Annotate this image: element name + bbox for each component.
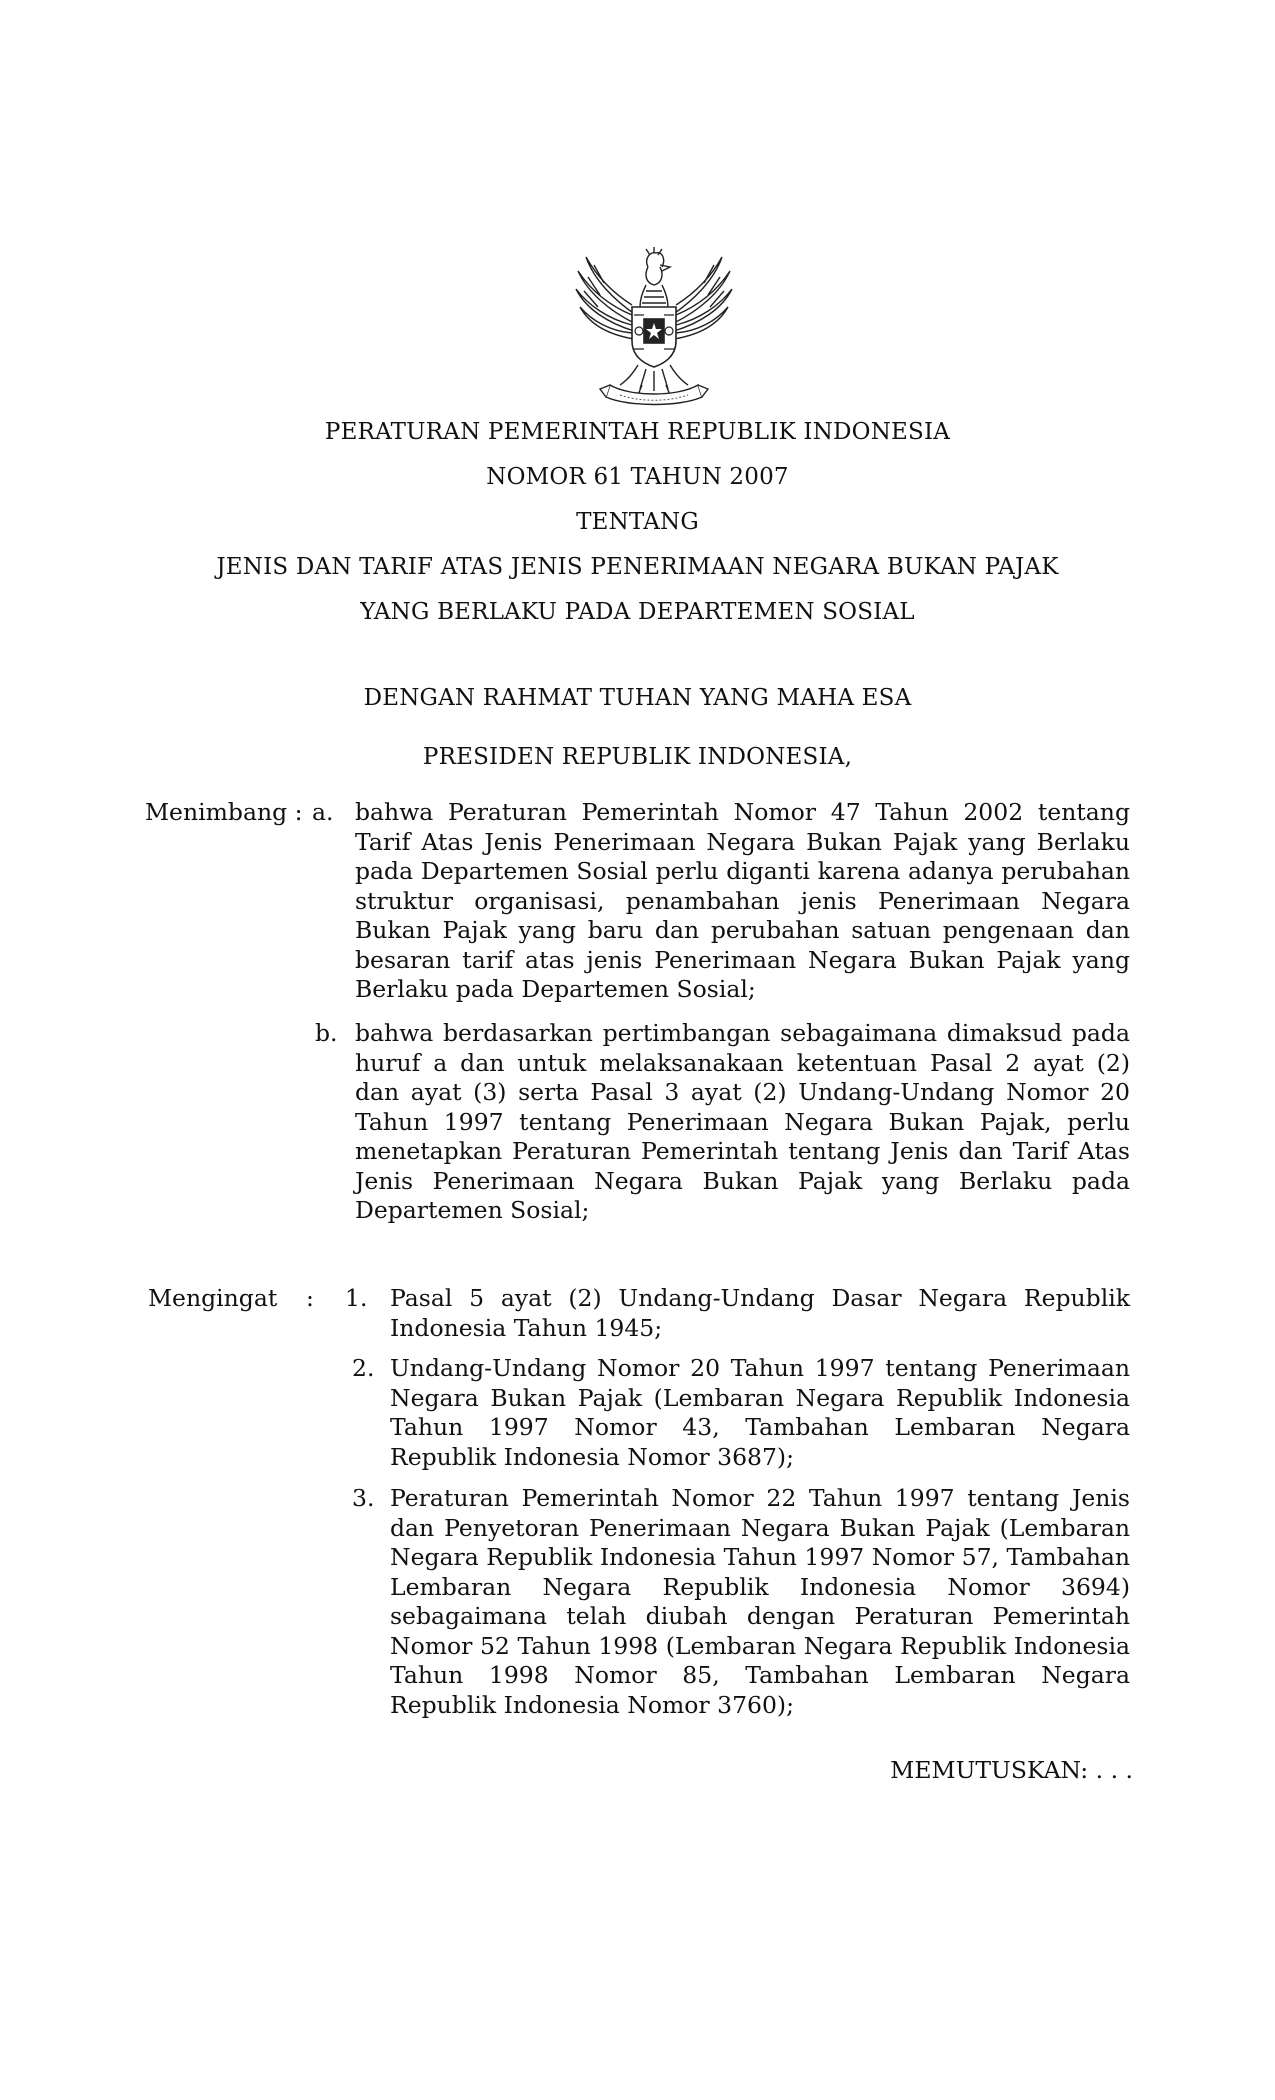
mengingat-marker-3: 3. (352, 1484, 375, 1512)
menimbang-label: Menimbang : (145, 798, 303, 826)
mengingat-item-2: Undang-Undang Nomor 20 Tahun 1997 tentang Penerimaan Negara Bukan Pajak (Lembaran Negara Republik Indonesia Tahun 1997 Nomor 43, Tambahan Lembaran Negara Republik Indonesia Nomor 3687); (390, 1354, 1130, 1471)
mengingat-item-1: Pasal 5 ayat (2) Undang-Undang Dasar Negara Republik Indonesia Tahun 1945; (390, 1284, 1130, 1342)
mengingat-item-3: Peraturan Pemerintah Nomor 22 Tahun 1997 tentang Jenis dan Penyetoran Penerimaan Negara Bukan Pajak (Lembaran Negara Republik Indonesia Tahun 1997 Nomor 57, Tambahan Lembaran Negara Republik Indonesia Nomor 3694) sebagaimana telah diubah dengan Peraturan Pemerintah Nomor 52 Tahun 1998 (Lembaran Negara Republik Indonesia Tahun 1998 Nomor 85, Tambahan Lembaran Negara Republik Indonesia Nomor 3760); (390, 1484, 1130, 1719)
regulation-tentang: TENTANG (576, 509, 699, 535)
menimbang-marker-a: a. (312, 798, 334, 826)
menimbang-marker-b: b. (315, 1019, 338, 1047)
mengingat-colon: : (306, 1284, 314, 1312)
regulation-number: NOMOR 61 TAHUN 2007 (486, 464, 789, 490)
regulation-title: PERATURAN PEMERINTAH REPUBLIK INDONESIA (324, 419, 951, 445)
mengingat-marker-2: 2. (352, 1354, 375, 1382)
mengingat-label: Mengingat (148, 1284, 278, 1312)
president-heading: PRESIDEN REPUBLIK INDONESIA, (422, 744, 853, 770)
menimbang-item-b: bahwa berdasarkan pertimbangan sebagaimana dimaksud pada huruf a dan untuk melaksanakaan ketentuan Pasal 2 ayat (2) dan ayat (3) serta Pasal 3 ayat (2) Undang-Undang Nomor 20 Tahun 1997 tentang Penerimaan Negara Bukan Pajak, perlu menetapkan Peraturan Pemerintah tentang Jenis dan Tarif Atas Jenis Penerimaan Negara Bukan Pajak yang Berlaku pada Departemen Sosial; (355, 1019, 1130, 1224)
garuda-emblem-icon (574, 245, 734, 411)
mengingat-marker-1: 1. (345, 1284, 368, 1312)
regulation-subject-line-1: JENIS DAN TARIF ATAS JENIS PENERIMAAN NEGARA BUKAN PAJAK (216, 554, 1059, 580)
regulation-subject-line-2: YANG BERLAKU PADA DEPARTEMEN SOSIAL (360, 599, 915, 625)
menimbang-item-a: bahwa Peraturan Pemerintah Nomor 47 Tahun 2002 tentang Tarif Atas Jenis Penerimaan Negara Bukan Pajak yang Berlaku pada Departemen Sosial perlu diganti karena adanya perubahan struktur organisasi, penambahan jenis Penerimaan Negara Bukan Pajak yang baru dan perubahan satuan pengenaan dan besaran tarif atas jenis Penerimaan Negara Bukan Pajak yang Berlaku pada Departemen Sosial; (355, 798, 1130, 1003)
invocation: DENGAN RAHMAT TUHAN YANG MAHA ESA (363, 685, 912, 711)
continuation-marker: MEMUTUSKAN: . . . (890, 1756, 1133, 1784)
